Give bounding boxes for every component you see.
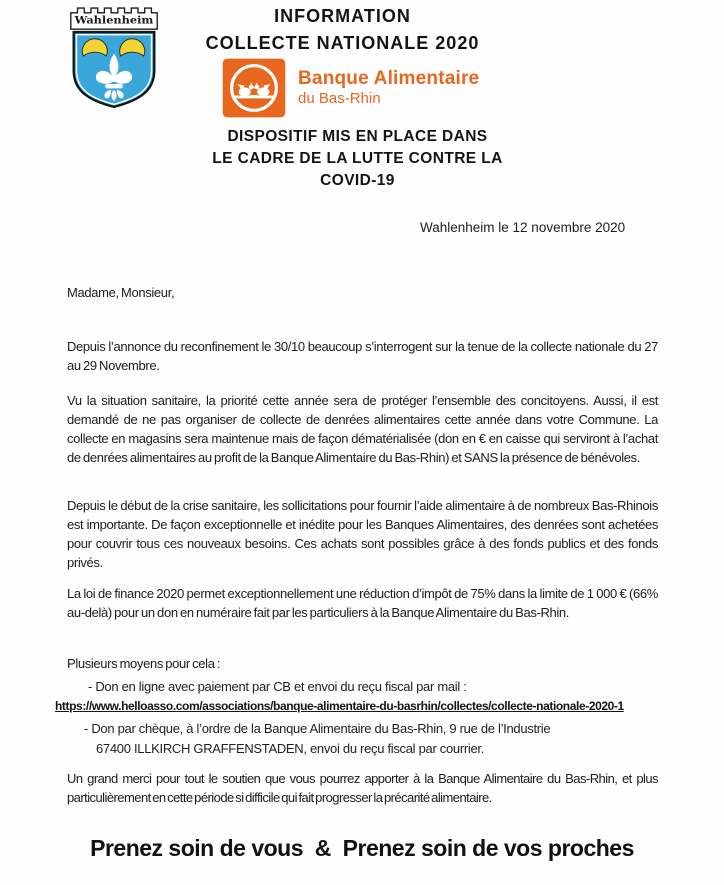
logo-subtitle: du Bas-Rhin <box>298 90 381 108</box>
banque-alimentaire-logo <box>222 58 479 118</box>
information-heading: INFORMATION <box>274 6 411 26</box>
covid-title-line2: LE CADRE DE LA LUTTE CONTRE LA <box>212 150 503 167</box>
covid-title-line3: COVID-19 <box>320 172 395 189</box>
donation-url-link[interactable]: https://www.helloasso.com/associations/banque-alimentaire-du-basrhin/collectes/collecte-nationale-2020-1 <box>55 699 624 713</box>
bullet-don-par-cheque: - Don par chèque, à l’ordre de la Banque Alimentaire du Bas-Rhin, 9 rue de l’Industrie <box>84 721 551 736</box>
bullet-don-par-cheque-address: 67400 ILLKIRCH GRAFFENSTADEN, envoi du reçu fiscal par courrier. <box>96 741 485 756</box>
crest-banner-text: Wahlenheim <box>73 14 154 27</box>
salutation: Madame, Monsieur, <box>67 285 175 300</box>
banque-alimentaire-icon <box>222 58 286 118</box>
paragraph-crise-sanitaire: Depuis le début de la crise sanitaire, les sollicitations pour fournir l’aide alimentaire à de nombreux Bas-Rhinois est importante. De façon exceptionnelle et inédite pour les Banques Alimentaires, des denrées sont achetées pour couvrir tous ces nouveaux besoins. Ces achats sont possibles grâce à des fonds publics et des fonds privés. <box>67 498 658 570</box>
paragraph-situation-sanitaire: Vu la situation sanitaire, la priorité cette année sera de protéger l’ensemble des concitoyens. Aussi, il est demandé de ne pas organiser de collecte de denrées alimentaires cette année dans votre Commune. La collecte en magasins sera maintenue mais de façon dématérialisée (don en € en caisse qui serviront à l’achat de denrées alimentaires au profit de la Banque Alimentaire du Bas-Rhin) et SANS la présence de bénévoles. <box>67 393 658 465</box>
bullet-don-en-ligne: - Don en ligne avec paiement par CB et envoi du reçu fiscal par mail : <box>88 679 467 694</box>
logo-name: Banque Alimentaire <box>298 68 480 90</box>
paragraph-reconfinement: Depuis l’annonce du reconfinement le 30/10 beaucoup s’interrogent sur la tenue de la collecte nationale du 27 au 29 Novembre. <box>67 339 658 373</box>
dateline: Wahlenheim le 12 novembre 2020 <box>420 220 626 235</box>
footer-message: Prenez soin de vous & Prenez soin de vos proches <box>90 835 634 861</box>
covid-title-line1: DISPOSITIF MIS EN PLACE DANS <box>227 128 488 145</box>
closing-paragraph: Un grand merci pour tout le soutien que vous pourrez apporter à la Banque Alimentaire du Bas-Rhin, et plus particulièrement en cette période si difficile qui fait progresser la précarité alimentaire. <box>67 771 658 805</box>
paragraph-loi-finance: La loi de finance 2020 permet exceptionnellement une réduction d’impôt de 75% dans la limite de 1 000 € (66% au-delà) pour un don en numéraire fait par les particuliers à la Banque Alimentaire du Bas-Rhin. <box>67 586 658 620</box>
donation-means-intro: Plusieurs moyens pour cela : <box>67 656 221 671</box>
collecte-nationale-heading: COLLECTE NATIONALE 2020 <box>205 33 480 53</box>
covid-title <box>60 126 655 192</box>
